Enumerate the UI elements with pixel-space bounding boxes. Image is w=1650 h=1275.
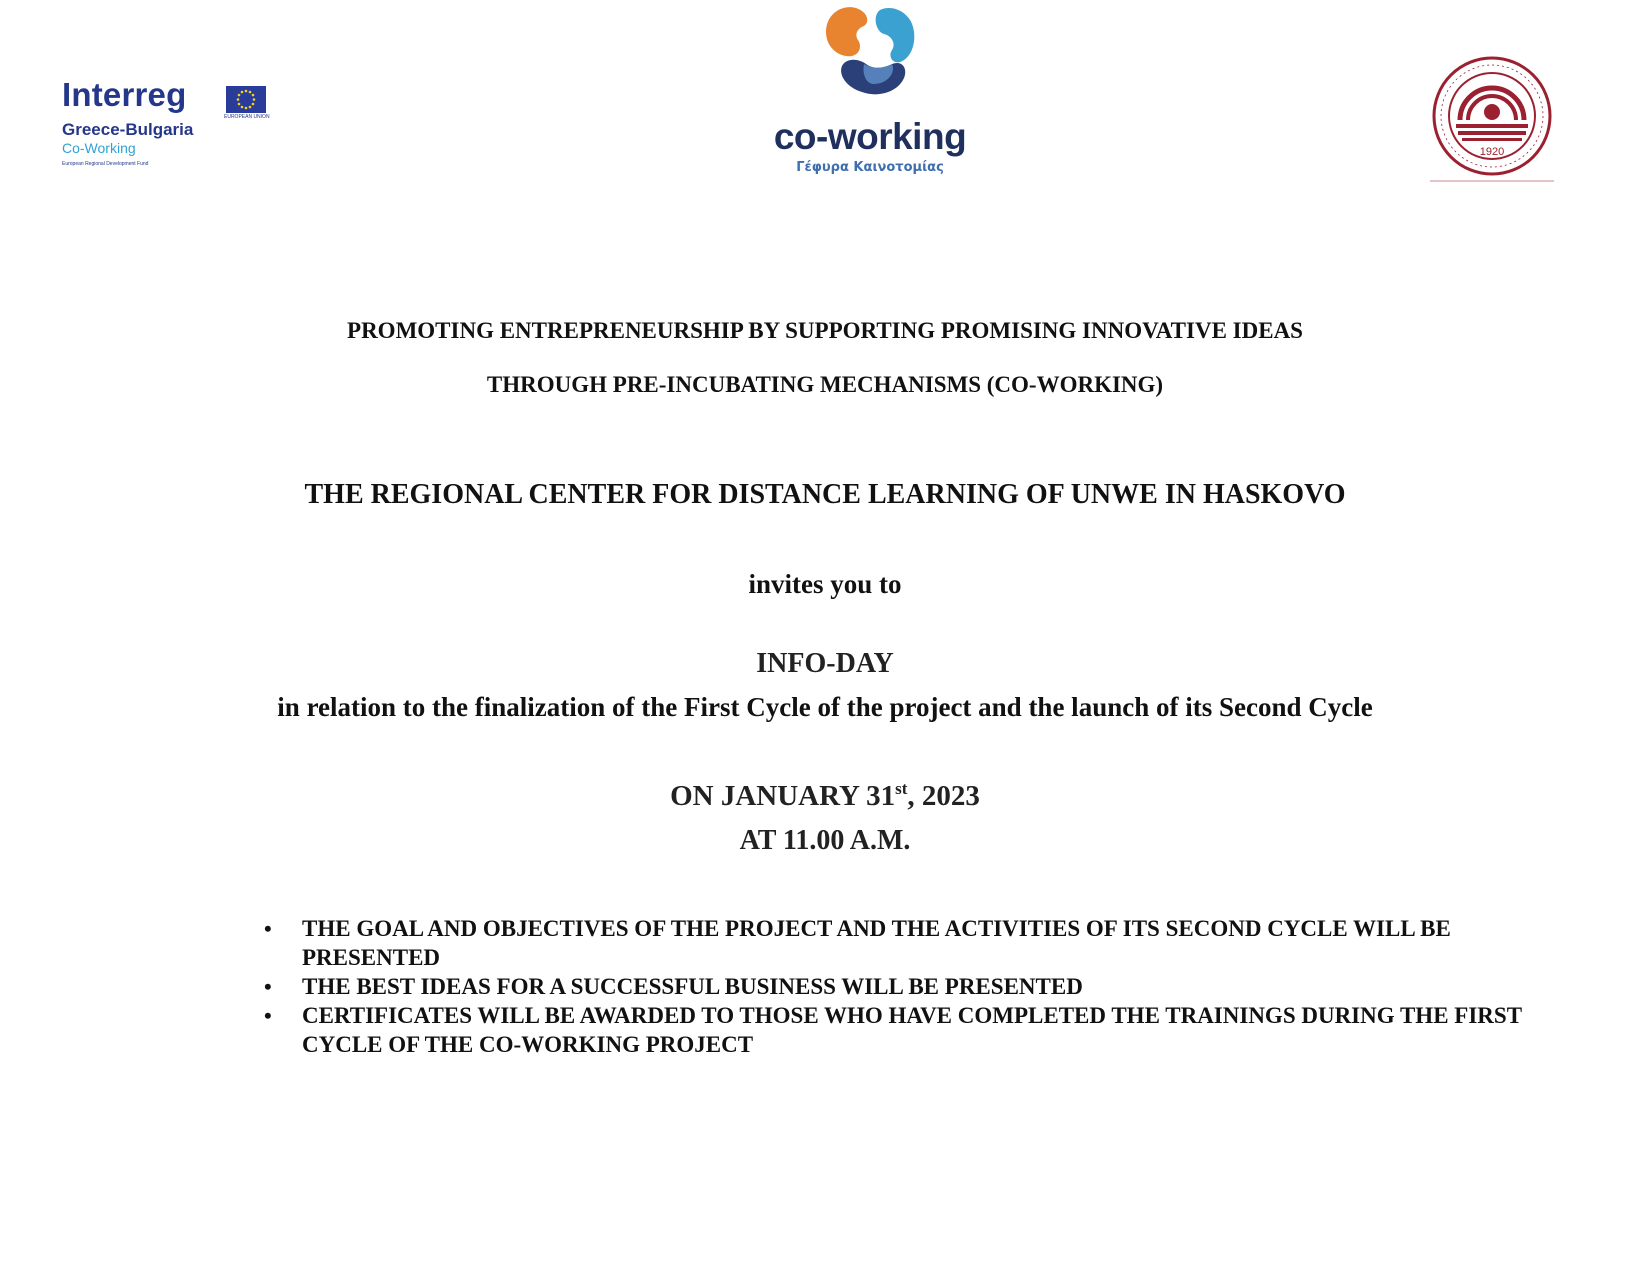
eu-flag-icon xyxy=(226,86,266,113)
coworking-mark-icon xyxy=(822,4,918,96)
list-item xyxy=(262,914,1532,972)
list-item-text: THE GOAL AND OBJECTIVES OF THE PROJECT AND THE ACTIVITIES OF ITS SECOND CYCLE WILL BE PRESENTED xyxy=(302,916,1451,970)
organizer-heading: THE REGIONAL CENTER FOR DISTANCE LEARNING OF UNWE IN HASKOVO xyxy=(304,479,1346,510)
event-date-prefix: ON JANUARY 31 xyxy=(670,780,896,812)
agenda-list xyxy=(262,914,1532,1059)
seal-year: 1920 xyxy=(1479,146,1505,158)
bullet-icon: • xyxy=(264,974,272,999)
project-title-line-2: THROUGH PRE-INCUBATING MECHANISMS (CO-WORKING) xyxy=(486,372,1164,397)
coworking-logo xyxy=(760,4,980,182)
event-description: in relation to the finalization of the First Cycle of the project and the launch of its Second Cycle xyxy=(277,692,1373,722)
list-item-text: THE BEST IDEAS FOR A SUCCESSFUL BUSINESS WILL BE PRESENTED xyxy=(302,974,1083,999)
eu-flag-label: EUROPEAN UNION xyxy=(224,114,270,120)
interreg-wordmark: Interreg xyxy=(62,76,187,113)
interreg-program: Greece-Bulgaria xyxy=(62,120,194,139)
project-title-line-1: PROMOTING ENTREPRENEURSHIP BY SUPPORTING PROMISING INNOVATIVE IDEAS xyxy=(347,318,1303,343)
event-name: INFO-DAY xyxy=(756,648,894,679)
event-date xyxy=(0,779,1650,813)
bullet-icon: • xyxy=(264,916,272,941)
list-item xyxy=(262,972,1532,1001)
interreg-project: Co-Working xyxy=(62,140,136,156)
invites-text: invites you to xyxy=(748,569,902,599)
list-item-text: CERTIFICATES WILL BE AWARDED TO THOSE WHO HAVE COMPLETED THE TRAININGS DURING THE FIRST CYCLE OF THE CO-WORKING PROJECT xyxy=(302,1003,1522,1057)
event-time: AT 11.00 A.M. xyxy=(739,825,911,856)
unwe-seal-logo xyxy=(1430,54,1554,184)
coworking-wordmark: co-working xyxy=(773,116,967,157)
bullet-icon: • xyxy=(264,1003,272,1028)
interreg-fund: European Regional Development Fund xyxy=(62,161,149,167)
event-date-suffix: st xyxy=(895,779,908,798)
interreg-logo xyxy=(62,76,277,172)
event-date-year: , 2023 xyxy=(907,780,980,812)
list-item xyxy=(262,1001,1532,1059)
coworking-subtitle: Γέφυρα Καινοτομίας xyxy=(796,160,944,175)
